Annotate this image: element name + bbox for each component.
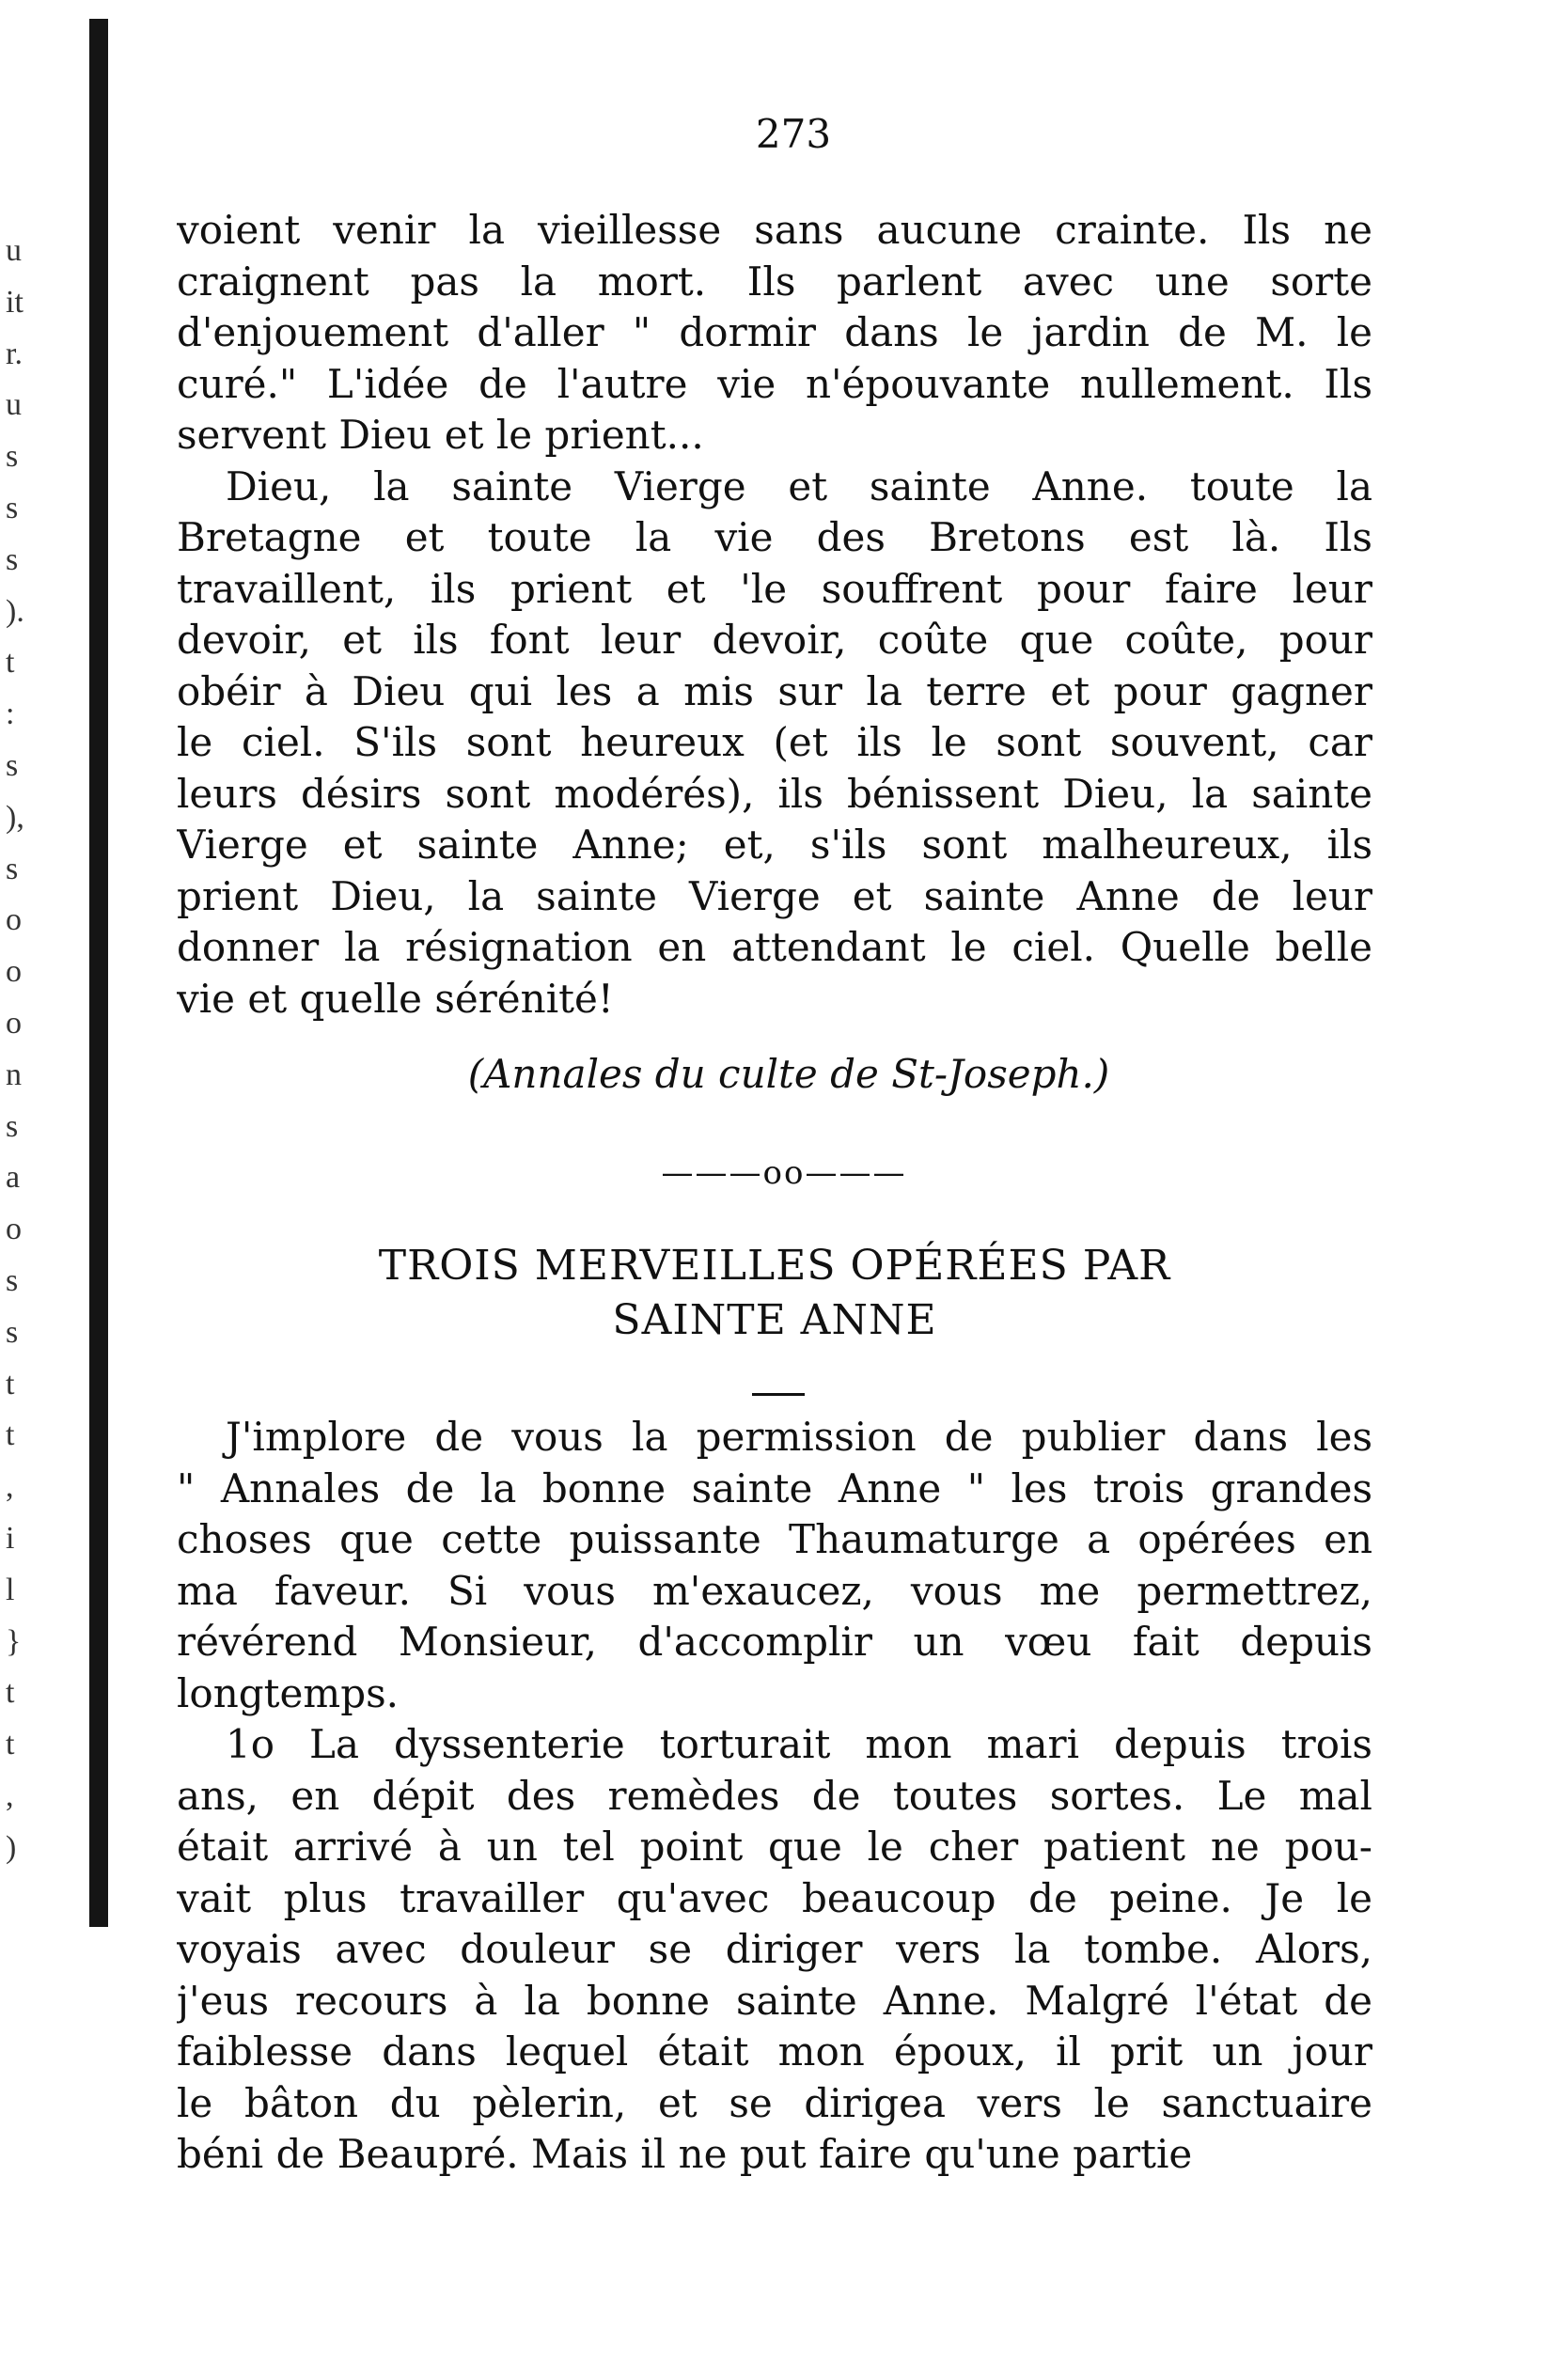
margin-fragment: ) [6, 1829, 17, 1865]
text-line: Bretagne et toute la vie des Bretons est là. Ils [177, 514, 1372, 560]
text-line: curé." L'idée de l'autre vie n'épouvante nullement. Ils [177, 360, 1372, 407]
margin-fragment: s [6, 747, 19, 783]
margin-fragment: ). [6, 593, 24, 629]
margin-fragment: n [6, 1057, 22, 1092]
text-line: béni de Beaupré. Mais il ne put faire qu'une partie [177, 2131, 1193, 2177]
margin-fragment: t [6, 1727, 15, 1762]
article-heading-line-1: TROIS MERVEILLES OPÉRÉES PAR [378, 1242, 1171, 1290]
text-line: le bâton du pèlerin, et se dirigea vers le sanctuaire [177, 2079, 1372, 2126]
margin-fragment: u [6, 387, 22, 423]
text-line: Vierge et sainte Anne; et, s'ils sont malheureux, ils [177, 822, 1372, 868]
margin-fragment: , [6, 1777, 14, 1813]
page-number: 273 [755, 111, 832, 157]
text-line: voient venir la vieillesse sans aucune crainte. Ils ne [177, 207, 1372, 253]
text-line: était arrivé à un tel point que le cher patient ne pou- [177, 1824, 1372, 1870]
binding-edge [89, 19, 108, 1927]
text-line: prient Dieu, la sainte Vierge et sainte Anne de leur [177, 872, 1372, 919]
margin-fragment: s [6, 1108, 19, 1144]
text-line: vait plus travailler qu'avec beaucoup de peine. Je le [177, 1874, 1372, 1921]
margin-fragment: t [6, 1417, 15, 1453]
margin-fragment: ), [6, 799, 24, 835]
section-ornament: ———oo——— [661, 1154, 907, 1192]
text-line: craignent pas la mort. Ils parlent avec une sorte [177, 258, 1372, 305]
margin-fragment: o [6, 954, 22, 990]
margin-fragment: o [6, 902, 22, 938]
margin-fragment: s [6, 1314, 19, 1350]
text-line: obéir à Dieu qui les a mis sur la terre et pour gagner [177, 667, 1372, 714]
text-line: travaillent, ils prient et 'le souffrent pour faire leur [177, 565, 1372, 612]
text-line: longtemps. [177, 1669, 400, 1716]
margin-fragment: l [6, 1572, 15, 1607]
article-heading [177, 1239, 1372, 1348]
margin-fragment: s [6, 541, 19, 577]
text-line: d'enjouement d'aller " dormir dans le jardin de M. le [177, 309, 1372, 355]
margin-fragment: it [6, 284, 24, 320]
facing-page-margin-text [6, 226, 62, 1874]
margin-fragment: t [6, 645, 15, 681]
text-line: ans, en dépit des remèdes de toutes sortes. Le mal [177, 1772, 1372, 1819]
text-line: servent Dieu et le prient... [177, 412, 704, 458]
text-line: ma faveur. Si vous m'exaucez, vous me permettrez, [177, 1567, 1372, 1614]
margin-fragment: s [6, 439, 19, 475]
text-line: " Annales de la bonne sainte Anne " les trois grandes [177, 1464, 1372, 1511]
text-line: Dieu, la sainte Vierge et sainte Anne. toute la [226, 462, 1372, 509]
text-line: devoir, et ils font leur devoir, coûte que coûte, pour [177, 617, 1372, 663]
text-line: le ciel. S'ils sont heureux (et ils le sont souvent, car [177, 719, 1372, 765]
margin-fragment: s [6, 490, 19, 525]
margin-fragment: o [6, 1005, 22, 1041]
margin-fragment: a [6, 1160, 21, 1196]
text-line: faiblesse dans lequel était mon époux, il prit un jour [177, 2028, 1372, 2075]
heading-rule [752, 1393, 805, 1396]
margin-fragment: u [6, 233, 22, 268]
margin-fragment: t [6, 1366, 15, 1401]
margin-fragment: r. [6, 336, 23, 371]
margin-fragment: } [6, 1623, 22, 1659]
article-heading-line-2: SAINTE ANNE [612, 1296, 937, 1344]
text-line: leurs désirs sont modérés), ils bénissent Dieu, la sainte [177, 770, 1372, 817]
text-line: choses que cette puissante Thaumaturge a opérées en [177, 1516, 1372, 1562]
text-line: J'implore de vous la permission de publier dans les [226, 1414, 1372, 1460]
body-paragraph-1 [177, 205, 1372, 1025]
text-line: révérend Monsieur, d'accomplir un vœu fait depuis [177, 1619, 1372, 1665]
text-line: voyais avec douleur se diriger vers la tombe. Alors, [177, 1926, 1372, 1972]
margin-fragment: s [6, 851, 19, 886]
source-citation: (Annales du culte de St-Joseph.) [467, 1051, 1110, 1097]
margin-fragment: t [6, 1675, 15, 1711]
margin-fragment: o [6, 1212, 22, 1247]
margin-fragment: s [6, 1262, 19, 1298]
text-line: j'eus recours à la bonne sainte Anne. Malgré l'état de [177, 1977, 1372, 2024]
text-line: donner la résignation en attendant le ciel. Quelle belle [177, 924, 1372, 970]
margin-fragment: : [6, 697, 15, 732]
margin-fragment: , [6, 1469, 14, 1505]
margin-fragment: i [6, 1520, 15, 1556]
text-line: 1o La dyssenterie torturait mon mari depuis trois [226, 1721, 1372, 1767]
body-paragraph-2 [177, 1412, 1372, 2181]
text-line: vie et quelle sérénité! [177, 975, 614, 1022]
